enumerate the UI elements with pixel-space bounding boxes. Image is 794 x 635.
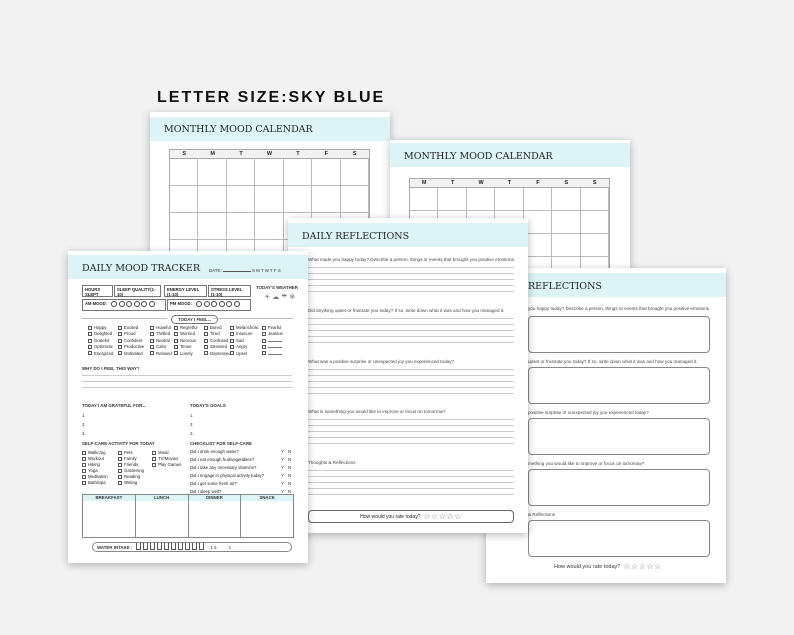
weekday-header (170, 150, 369, 159)
question-4: What is something you would like to improve or focus on tomorrow? (308, 409, 446, 414)
day-cell[interactable] (341, 159, 369, 186)
weekday-label: S (564, 180, 569, 186)
weekday-label: T (507, 180, 512, 186)
activity-option[interactable]: Meditation (82, 474, 108, 479)
am-mood-field[interactable]: AM MOOD: (82, 299, 166, 311)
question-5: & Reflections (528, 512, 556, 517)
day-cell[interactable] (312, 186, 340, 213)
feeling-option[interactable]: Hopeful (150, 325, 171, 330)
tracker-title: DAILY MOOD TRACKER (82, 263, 200, 274)
feeling-option[interactable]: Neutral (150, 338, 170, 343)
checkbox[interactable] (118, 451, 122, 455)
yes-option[interactable]: Y (281, 465, 284, 470)
checkbox[interactable] (150, 345, 154, 349)
checkbox[interactable] (82, 481, 86, 485)
question-2: Did anything upset or frustrate you today? If so, write down what it was and how you managed it. (308, 308, 505, 313)
checkbox[interactable] (118, 351, 122, 355)
yes-option[interactable]: Y (281, 481, 284, 486)
checkbox[interactable] (118, 469, 122, 473)
meal-column[interactable]: BREAKFAST (83, 495, 136, 537)
hours-slept-field[interactable]: HOURS SLEPT (82, 285, 113, 297)
day-cell[interactable] (552, 234, 580, 257)
goals-label: TODAY'S GOALS (190, 403, 226, 408)
checklist-question: Did I take any necessary vitamins? (190, 465, 257, 470)
checklist-question: Did I get some fresh air? (190, 481, 237, 486)
feeling-option[interactable]: Upset (230, 351, 247, 356)
checkbox[interactable] (230, 339, 234, 343)
feeling-option[interactable]: Proud (118, 331, 135, 336)
reflections-page-front (288, 218, 528, 533)
day-cell[interactable] (467, 188, 495, 211)
activity-option[interactable]: Gardening (118, 468, 144, 473)
weekday-label: S (352, 151, 357, 157)
day-cell[interactable] (552, 188, 580, 211)
yes-option[interactable]: Y (281, 473, 284, 478)
checkbox[interactable] (118, 339, 122, 343)
feeling-option[interactable]: Happy (88, 325, 106, 330)
activity-option[interactable]: Workout (82, 456, 104, 461)
checkbox[interactable] (118, 332, 122, 336)
checklist-label: CHECKLIST FOR SELF-CARE (190, 441, 252, 446)
checklist-question: Did I drink enough water? (190, 449, 239, 454)
goals-list[interactable]: 1. 2. 3. (190, 413, 194, 436)
checkbox[interactable] (174, 339, 178, 343)
mood-face-icons[interactable] (196, 301, 241, 306)
weather-label: TODAY'S WEATHER (256, 285, 298, 290)
checkbox[interactable] (118, 463, 122, 467)
answer-box-1[interactable] (528, 316, 710, 353)
answer-box-4[interactable] (528, 469, 710, 506)
day-cell[interactable] (170, 213, 198, 240)
feeling-option[interactable]: Tense (174, 344, 191, 349)
day-cell[interactable] (552, 211, 580, 234)
day-cell[interactable] (227, 186, 255, 213)
checkbox[interactable] (88, 339, 92, 343)
answer-lines-3[interactable] (308, 364, 514, 394)
checkbox[interactable] (174, 326, 178, 330)
feeling-option[interactable]: Calm (150, 344, 166, 349)
no-option[interactable]: N (288, 489, 292, 494)
checkbox[interactable] (152, 451, 156, 455)
meal-column[interactable]: LUNCH (136, 495, 189, 537)
day-cell[interactable] (198, 159, 226, 186)
checkbox[interactable] (82, 475, 86, 479)
checkbox[interactable] (118, 475, 122, 479)
feeling-option[interactable]: Relaxed (150, 351, 172, 356)
checkbox[interactable] (88, 332, 92, 336)
day-cell[interactable] (312, 159, 340, 186)
day-cell[interactable] (255, 213, 283, 240)
weekday-label: S (592, 180, 597, 186)
feeling-option[interactable]: Confused (204, 338, 228, 343)
day-cell[interactable] (581, 234, 609, 257)
day-cell[interactable] (438, 188, 466, 211)
grateful-label: TODAY I AM GRATEFUL FOR... (82, 403, 146, 408)
feeling-option[interactable]: Depressed (204, 351, 231, 356)
activity-option[interactable]: Walk/Jog (82, 450, 106, 455)
rating-box (308, 510, 514, 523)
water-intake-row: WATER INTAKE : 1 5 1 (92, 542, 292, 552)
day-cell[interactable] (495, 188, 523, 211)
activity-option[interactable]: Writing (118, 480, 137, 485)
feeling-option[interactable]: Productive (118, 344, 144, 349)
feel-title: TODAY I FEEL... (171, 315, 218, 324)
checkbox[interactable] (88, 351, 92, 355)
checkbox[interactable] (174, 332, 178, 336)
day-cell[interactable] (198, 186, 226, 213)
checkbox[interactable] (82, 469, 86, 473)
blank-line[interactable] (268, 341, 282, 342)
blank-line[interactable] (268, 347, 282, 348)
feeling-option[interactable]: Worried (174, 331, 195, 336)
no-option[interactable]: N (288, 465, 292, 470)
pm-mood-field[interactable]: PM MOOD: (167, 299, 251, 311)
checkbox[interactable] (262, 351, 266, 355)
no-option[interactable]: N (288, 449, 292, 454)
question-1: you happy today? Describe a person, things or events that brought you positive emotions. (528, 306, 711, 311)
activity-option[interactable]: Pets (118, 450, 133, 455)
question-5: Thoughts & Reflections (308, 460, 356, 465)
star-rating-icon[interactable]: ☆☆☆☆☆ (623, 562, 662, 571)
activity-option[interactable]: Music (152, 450, 169, 455)
calendar-title: MONTHLY MOOD CALENDAR (404, 151, 553, 162)
checkbox[interactable] (118, 481, 122, 485)
checkbox[interactable] (174, 351, 178, 355)
checkbox[interactable] (152, 463, 156, 467)
reflections-title: DAILY REFLECTIONS (302, 231, 410, 242)
answer-lines-5[interactable] (308, 465, 514, 495)
checkbox[interactable] (204, 351, 208, 355)
checkbox[interactable] (150, 351, 154, 355)
mood-tracker-page (68, 251, 308, 563)
checkbox[interactable] (262, 326, 266, 330)
checklist-question: Did I engage in physical activity today? (190, 473, 265, 478)
yes-option[interactable]: Y (281, 449, 284, 454)
activity-option[interactable]: Hiking (82, 462, 100, 467)
weekday-header (410, 179, 609, 188)
date-label: DATE: (209, 268, 251, 273)
checkbox[interactable] (150, 332, 154, 336)
feeling-option[interactable]: Angry (230, 344, 247, 349)
no-option[interactable]: N (288, 481, 292, 486)
checkbox[interactable] (82, 451, 86, 455)
activity-option[interactable]: Friends (118, 462, 138, 467)
feeling-option[interactable]: Grateful (88, 338, 109, 343)
answer-lines-1[interactable] (308, 262, 514, 292)
weekday-label: F (536, 180, 540, 186)
day-cell[interactable] (341, 186, 369, 213)
checkbox[interactable] (150, 339, 154, 343)
checkbox[interactable] (204, 326, 208, 330)
meal-column[interactable]: SNACK (241, 495, 293, 537)
answer-lines-4[interactable] (308, 414, 514, 444)
checkbox[interactable] (152, 457, 156, 461)
checkbox[interactable] (262, 332, 266, 336)
answer-box-5[interactable] (528, 520, 710, 557)
weekday-label: F (324, 151, 328, 157)
checkbox[interactable] (204, 339, 208, 343)
day-cell[interactable] (227, 213, 255, 240)
answer-lines-2[interactable] (308, 313, 514, 343)
feeling-option[interactable]: Jealous (262, 331, 283, 336)
feeling-option[interactable]: Energized (88, 351, 113, 356)
no-option[interactable]: N (288, 473, 292, 478)
rating-label: How would you rate today? (554, 563, 621, 570)
checkbox[interactable] (118, 345, 122, 349)
activity-option[interactable]: Yoga (82, 468, 98, 473)
reflections-title: REFLECTIONS (528, 281, 602, 292)
activity-option[interactable]: Reading (118, 474, 140, 479)
checkbox[interactable] (204, 345, 208, 349)
checkbox[interactable] (82, 463, 86, 467)
checkbox[interactable] (118, 457, 122, 461)
feeling-option[interactable]: Delighted (88, 331, 112, 336)
checkbox[interactable] (150, 326, 154, 330)
day-cell[interactable] (410, 188, 438, 211)
stress-level-field[interactable]: STRESS LEVEL (1-10) (208, 285, 251, 297)
checkbox[interactable] (82, 457, 86, 461)
weekday-label: T (296, 151, 300, 157)
feeling-option[interactable]: Fearful (262, 325, 281, 330)
why-label: WHY DO I FEEL THIS WAY? (82, 366, 140, 371)
checkbox[interactable] (118, 326, 122, 330)
weather-icons[interactable]: ☀ ☁ ☂ ❄ (264, 294, 296, 301)
weekday-label: W (266, 151, 273, 157)
blank-line[interactable] (268, 354, 282, 355)
feeling-option[interactable]: Bored (204, 325, 221, 330)
feeling-option[interactable]: Tired (204, 331, 220, 336)
grateful-list[interactable]: 1. 2. 3. (82, 413, 86, 436)
water-cup-icons[interactable] (136, 538, 206, 556)
question-1: What made you happy today? Describe a person, things or events that brought you positive emotions. (308, 257, 516, 262)
sleep-quality-field[interactable]: SLEEP QUALITY(1-10) (114, 285, 161, 297)
mood-face-icons[interactable] (111, 301, 156, 306)
checkbox[interactable] (230, 326, 234, 330)
star-rating-icon[interactable]: ☆☆☆☆☆ (423, 512, 462, 521)
feeling-option[interactable]: Thrilled (150, 331, 170, 336)
checklist-question: Did I sleep well? (190, 489, 222, 494)
weekday-label: W (478, 180, 484, 186)
feeling-option[interactable]: Lonely (174, 351, 193, 356)
day-cell[interactable] (581, 211, 609, 234)
activity-option[interactable]: Bath/Spa (82, 480, 106, 485)
checkbox[interactable] (230, 351, 234, 355)
meal-column[interactable]: DINNER (189, 495, 242, 537)
weekday-label: T (239, 151, 243, 157)
weekday-label: T (450, 180, 455, 186)
checklist-question: Did I eat enough fruit/vegetables? (190, 457, 255, 462)
no-option[interactable]: N (288, 457, 292, 462)
question-4: mething you would like to improve or focus on tomorrow? (528, 461, 645, 466)
day-cell[interactable] (170, 186, 198, 213)
weekday-label: M (210, 151, 215, 157)
checkbox[interactable] (230, 345, 234, 349)
feeling-option[interactable] (262, 338, 282, 343)
checkbox[interactable] (262, 339, 266, 343)
feel-divider (213, 318, 293, 319)
weekday-label: M (421, 180, 427, 186)
feeling-option[interactable]: Optimistic (88, 344, 113, 349)
yes-option[interactable]: Y (281, 457, 284, 462)
feeling-option[interactable]: Insecure (230, 331, 252, 336)
feel-divider (82, 318, 167, 319)
day-cell[interactable] (524, 188, 552, 211)
meals-table (82, 494, 294, 538)
checkbox[interactable] (174, 345, 178, 349)
question-3: positive surprise or unexpected joy you experienced today? (528, 410, 649, 415)
day-cell[interactable] (198, 213, 226, 240)
feeling-option[interactable]: Motivated (118, 351, 143, 356)
checkbox[interactable] (204, 332, 208, 336)
day-cell[interactable] (284, 186, 312, 213)
weekday-selector[interactable]: S M T W T F S (252, 268, 281, 273)
feeling-option[interactable]: Sad (230, 338, 244, 343)
water-unit: 1 (228, 544, 232, 550)
answer-box-3[interactable] (528, 418, 710, 455)
why-lines[interactable] (82, 370, 292, 388)
feeling-option[interactable] (262, 344, 282, 349)
rating-row (554, 562, 662, 571)
day-cell[interactable] (581, 188, 609, 211)
day-cell[interactable] (255, 186, 283, 213)
day-cell[interactable] (284, 159, 312, 186)
feeling-option[interactable]: Excited (118, 325, 138, 330)
page-heading: LETTER SIZE:SKY BLUE (157, 89, 386, 106)
rating-label: How would you rate today? (360, 513, 421, 520)
energy-level-field[interactable]: ENERGY LEVEL (1-10) (164, 285, 207, 297)
checkbox[interactable] (88, 345, 92, 349)
activity-option[interactable]: Family (118, 456, 137, 461)
feeling-option[interactable]: Stressed (204, 344, 227, 349)
feeling-option[interactable]: Regretful (174, 325, 197, 330)
activity-option[interactable]: Play Games (152, 462, 181, 467)
feeling-option[interactable]: Confident (118, 338, 142, 343)
checkbox[interactable] (88, 326, 92, 330)
day-cell[interactable] (255, 159, 283, 186)
calendar-title: MONTHLY MOOD CALENDAR (164, 124, 313, 135)
day-cell[interactable] (227, 159, 255, 186)
feeling-option[interactable] (262, 351, 282, 356)
checkbox[interactable] (262, 345, 266, 349)
question-3: What was a positive surprise or unexpected joy you experienced today? (308, 359, 455, 364)
feeling-option[interactable]: Melancholic (230, 325, 259, 330)
water-count: 1 5 (210, 544, 217, 550)
yes-option[interactable]: Y (281, 489, 284, 494)
question-2: upset or frustrate you today? If so, write down what it was and how you managed it. (528, 359, 698, 364)
selfcare-label: SELF-CARE ACTIVITY FOR TODAY (82, 441, 155, 446)
answer-box-2[interactable] (528, 367, 710, 404)
day-cell[interactable] (170, 159, 198, 186)
weekday-label: S (182, 151, 187, 157)
checkbox[interactable] (230, 332, 234, 336)
activity-option[interactable]: TV/Movies (152, 456, 178, 461)
feeling-option[interactable]: Nervous (174, 338, 196, 343)
